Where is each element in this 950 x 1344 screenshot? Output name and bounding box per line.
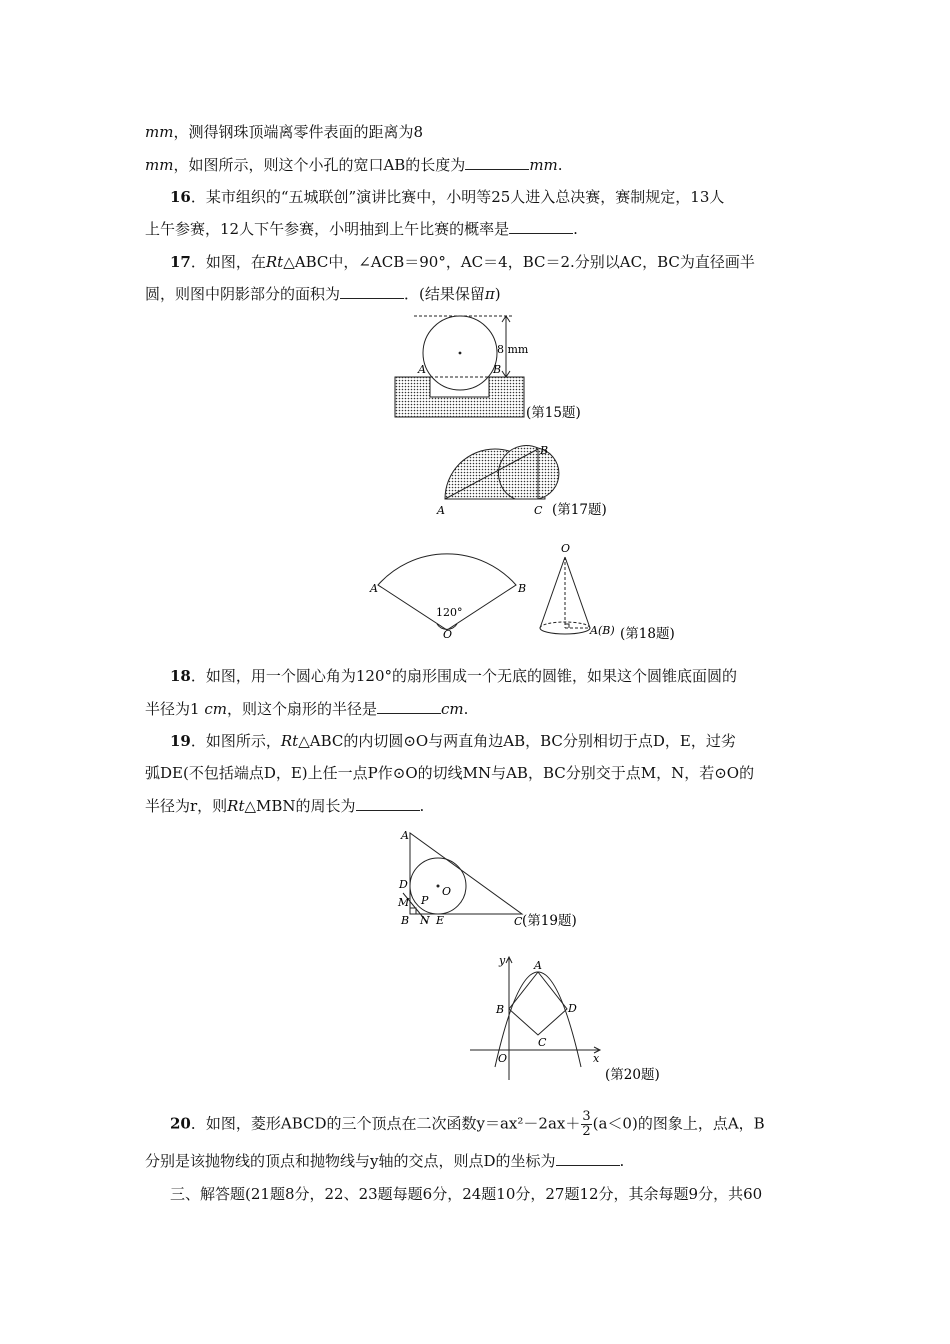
q20-text: ．如图，菱形ABCD的三个顶点在二次函数y＝ax²－2ax＋ <box>190 1114 581 1133</box>
q17-text: 圆，则图中阴影部分的面积为 <box>145 285 341 303</box>
q17-line-2 <box>145 284 501 304</box>
point-a-label: A <box>370 582 378 595</box>
angle-label: 120° <box>436 606 463 619</box>
right-angle-mark <box>410 908 416 914</box>
question-number: 17 <box>170 253 191 271</box>
point-b-label: B <box>518 582 527 595</box>
x-axis-label: x <box>593 1052 600 1065</box>
figure-18 <box>368 540 688 650</box>
right-angle-mark <box>565 624 569 628</box>
figure-caption: (第15题) <box>526 405 581 421</box>
point-b-label: B <box>401 914 410 927</box>
rt-italic: Rt <box>265 253 284 271</box>
q19-line-2 <box>145 763 754 783</box>
figure-caption: (第17题) <box>552 502 607 518</box>
period: . <box>619 1152 625 1170</box>
point-p-label: P <box>421 894 429 907</box>
point-b-label: B <box>493 363 502 376</box>
point-e-label: E <box>436 914 445 927</box>
rt-italic: Rt <box>227 797 245 815</box>
period: . <box>557 156 563 174</box>
answer-blank[interactable] <box>556 1151 620 1166</box>
y-axis-label: y <box>499 954 506 967</box>
ball-center <box>459 352 462 355</box>
text-line-2 <box>145 155 563 175</box>
point-ab-label: A(B) <box>590 624 615 637</box>
q18-text: 半径为1 <box>145 700 205 718</box>
q18-text: ．如图，用一个圆心角为120°的扇形围成一个无底的圆锥，如果这个圆锥底面圆的 <box>190 667 738 685</box>
question-number: 19 <box>170 732 191 750</box>
unit-cm: cm <box>204 700 227 718</box>
origin-label: O <box>498 1052 508 1065</box>
q15-text-cont: ，测得钢珠顶端离零件表面的距离为8 <box>173 123 423 141</box>
q16-text: 上午参赛，12人下午参赛，小明抽到上午比赛的概率是 <box>145 220 510 238</box>
unit-mm: mm <box>529 156 558 174</box>
figure-caption: (第20题) <box>605 1067 660 1083</box>
q17-text: △ABC中，∠ACB＝90°，AC＝4，BC＝2.分别以AC，BC为直径画半 <box>283 253 755 271</box>
figure-19 <box>396 826 616 931</box>
q19-text: 半径为r，则 <box>145 797 228 815</box>
figure-15 <box>392 313 652 428</box>
point-a-label: A <box>437 504 445 517</box>
answer-blank[interactable] <box>340 284 404 299</box>
point-c-label: C <box>514 915 523 928</box>
point-c-label: C <box>534 504 543 517</box>
rhombus-abcd <box>509 972 567 1035</box>
point-o-label: O <box>443 628 453 641</box>
point-a-label: A <box>401 829 409 842</box>
point-a-label: A <box>418 363 426 376</box>
apex-label: O <box>561 542 571 555</box>
cone-base-front <box>540 628 590 634</box>
q16-line-2 <box>145 219 578 239</box>
q20-line-2 <box>145 1151 624 1171</box>
fraction-denominator: 2 <box>582 1124 591 1139</box>
section-3-heading <box>170 1184 762 1204</box>
q20-text: (a＜0)的图象上，点A，B <box>592 1114 765 1133</box>
q19-text: △ABC的内切圆⊙O与两直角边AB，BC分别相切于点D，E，过劣 <box>298 732 736 750</box>
figure-17 <box>436 444 636 519</box>
period: . <box>573 220 578 238</box>
q19-text: △MBN的周长为 <box>244 797 356 815</box>
figure-20 <box>465 952 685 1087</box>
period: . <box>419 797 425 815</box>
figure-caption: (第19题) <box>522 913 577 929</box>
point-n-label: N <box>420 914 430 927</box>
point-o-label: O <box>442 885 452 898</box>
q18-line-2 <box>145 699 468 719</box>
dim-label: 8 mm <box>497 343 529 356</box>
fraction-3-2 <box>581 1110 591 1139</box>
section-3-text: 三、解答题(21题8分，22、23题每题6分，24题10分，27题12分，其余每题9分，共60 <box>170 1185 763 1203</box>
incircle-center <box>437 885 440 888</box>
q20-text: 分别是该抛物线的顶点和抛物线与y轴的交点，则点D的坐标为 <box>145 1152 556 1170</box>
q17-text: ．(结果保留 <box>404 285 485 303</box>
q17-text: ．如图，在 <box>190 253 266 271</box>
q19-line-1 <box>170 731 736 751</box>
point-c-label: C <box>538 1036 547 1049</box>
point-a-label: A <box>534 959 542 972</box>
q18-text: ，则这个扇形的半径是 <box>226 700 377 718</box>
point-d-label: D <box>399 878 408 891</box>
text-line-1 <box>145 122 423 142</box>
parabola <box>495 972 581 1067</box>
point-b-label: B <box>496 1003 505 1016</box>
q19-line-3 <box>145 796 424 816</box>
point-b-label: B <box>540 444 549 457</box>
q19-text: 弧DE(不包括端点D，E)上任一点P作⊙O的切线MN与AB，BC分别交于点M，N，若⊙O的 <box>145 764 755 782</box>
point-m-label: M <box>398 896 410 909</box>
rt-italic: Rt <box>280 732 299 750</box>
unit-mm: mm <box>145 123 174 141</box>
question-number: 20 <box>170 1114 191 1133</box>
pi-symbol: π <box>484 285 495 303</box>
question-number: 16 <box>170 188 191 206</box>
period: . <box>463 700 469 718</box>
q15-text-end: ，如图所示，则这个小孔的宽口AB的长度为 <box>173 156 466 174</box>
unit-cm: cm <box>440 700 464 718</box>
q18-line-1 <box>170 666 737 686</box>
point-d-label: D <box>568 1002 577 1015</box>
cone-left <box>540 557 565 628</box>
q16-line-1 <box>170 187 724 207</box>
q19-text: ．如图所示， <box>190 732 281 750</box>
q17-line-1 <box>170 252 755 272</box>
cone-right <box>565 557 590 628</box>
figure-caption: (第18题) <box>620 626 675 642</box>
q20-line-1 <box>170 1110 765 1139</box>
q16-text: ．某市组织的“五城联创”演讲比赛中，小明等25人进入总决赛，赛制规定，13人 <box>190 188 725 206</box>
answer-blank[interactable] <box>465 155 529 170</box>
answer-blank[interactable] <box>356 796 420 811</box>
unit-mm: mm <box>145 156 174 174</box>
fraction-numerator: 3 <box>582 1109 591 1124</box>
answer-blank[interactable] <box>377 699 441 714</box>
answer-blank[interactable] <box>509 219 573 234</box>
q17-text: ) <box>494 285 501 303</box>
question-number: 18 <box>170 667 191 685</box>
